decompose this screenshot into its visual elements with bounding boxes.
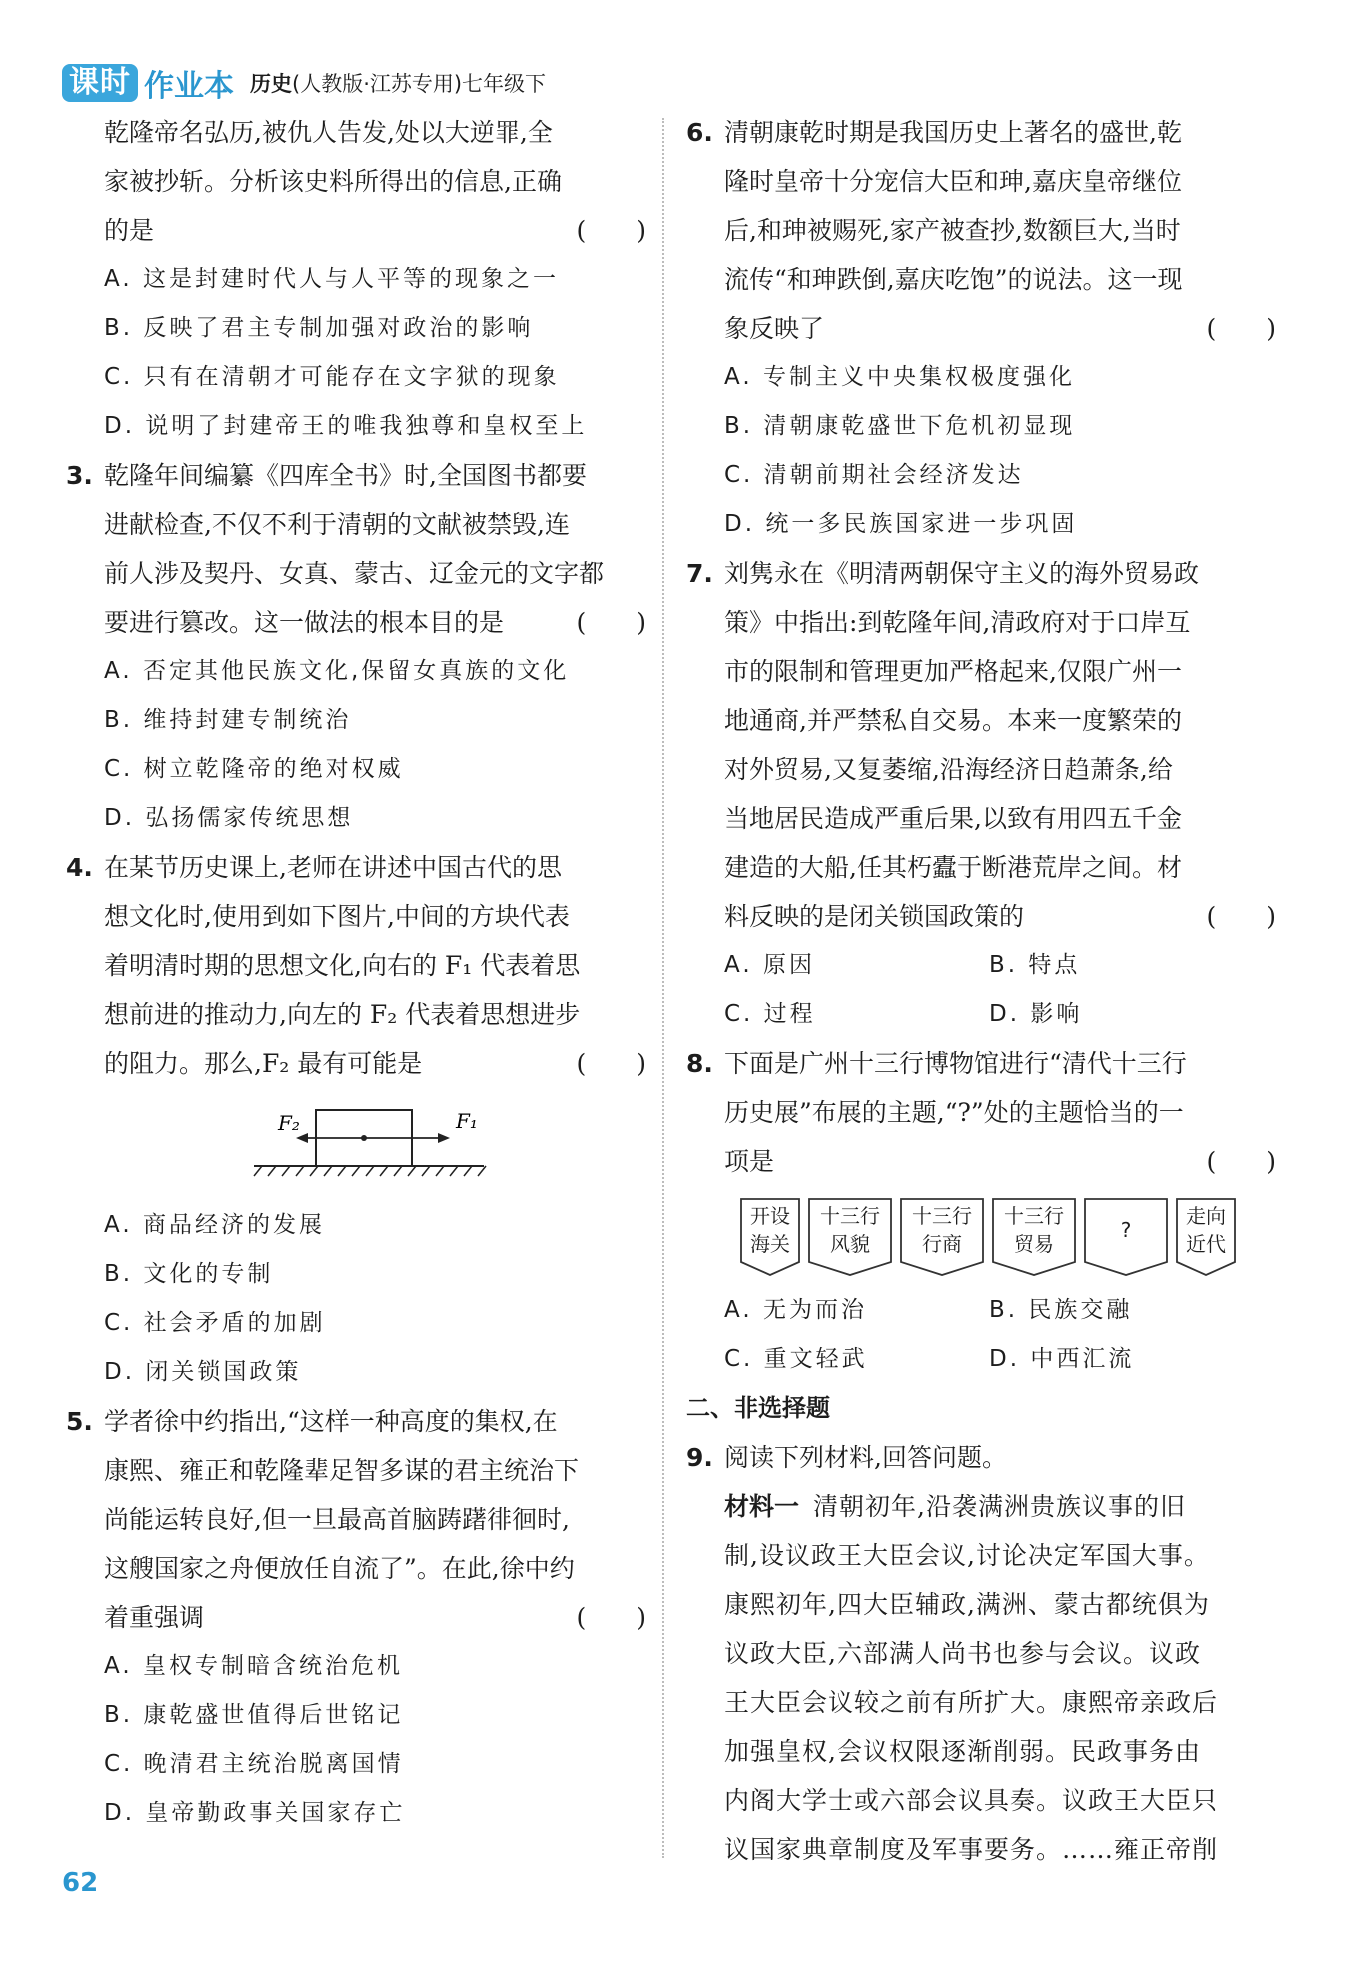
q3-line: 进献检查,不仅不利于清朝的文献被禁毁,连 [104,510,570,539]
q5-option-d: D. 皇帝勤政事关国家存亡 [104,1800,406,1826]
question-6 [686,108,1276,549]
book-info [250,68,546,98]
q5-line: 尚能运转良好,但一旦最高首脑踌躇徘徊时, [104,1505,570,1534]
answer-blank: ( ) [1206,902,1276,931]
q3-line: 要进行篡改。这一做法的根本目的是 ( ) [66,598,646,647]
q2-option-c: C. 只有在清朝才可能存在文字狱的现象 [104,364,560,390]
ground-hatching [254,1166,486,1176]
q6-line: 流传“和珅跌倒,嘉庆吃饱”的说法。这一现 [724,265,1183,294]
q4-line: 的阻力。那么,F₂ 最有可能是 ( ) [66,1039,646,1088]
q5-line: 着重强调 ( ) [66,1593,646,1642]
q3-option-d: D. 弘扬儒家传统思想 [104,805,354,831]
answer-blank: ( ) [576,216,646,245]
material-1-line: 制,设议政王大臣会议,讨论决定军国大事。 [724,1541,1210,1570]
subject-label: 历史 [250,72,292,96]
material-1-line: 康熙初年,四大臣辅政,满洲、蒙古都统俱为 [724,1590,1210,1619]
question-8 [686,1039,1276,1384]
column-divider [662,118,664,1858]
f1-arrowhead [438,1133,450,1143]
section-heading: 二、非选择题 [686,1394,830,1422]
theme-tag: 十三行 风貌 [808,1198,892,1276]
q5-option-b: B. 康乾盛世值得后世铭记 [104,1702,404,1728]
q6-option-d: D. 统一多民族国家进一步巩固 [724,511,1078,537]
question-9 [686,1433,1276,1874]
q7-line: 料反映的是闭关锁国政策的 ( ) [686,892,1276,941]
question-number: 9. [686,1443,713,1472]
q4-option-a: A. 商品经济的发展 [104,1212,325,1238]
q3-line: 前人涉及契丹、女真、蒙古、辽金元的文字都 [104,559,605,588]
q8-options-row-2 [686,1335,1276,1384]
q7-line: 市的限制和管理更加严格起来,仅限广州一 [724,657,1182,686]
answer-blank: ( ) [576,608,646,637]
q8-line: 8. 下面是广州十三行博物馆进行“清代十三行 [686,1039,1276,1088]
q6-option-a: A. 专制主义中央集权极度强化 [724,364,1075,390]
answer-blank: ( ) [1206,1147,1276,1176]
q4-line: 着明清时期的思想文化,向右的 F₁ 代表着思 [104,951,581,980]
q4-line: 4. 在某节历史课上,老师在讲述中国古代的思 [66,843,646,892]
q3-option-b: B. 维持封建专制统治 [104,707,352,733]
material-1-line: 议国家典章制度及军事要务。……雍正帝削 [724,1835,1219,1864]
brand-logo [62,61,234,105]
theme-tag-unknown: ? [1084,1198,1168,1276]
q2-line: 家被抄斩。分析该史料所得出的信息,正确 [104,167,562,196]
page-number: 62 [62,1868,99,1898]
question-number: 8. [686,1049,713,1078]
material-1-line: 加强皇权,会议权限逐渐削弱。民政事务由 [724,1737,1201,1766]
material-label: 材料一 [724,1492,800,1521]
q7-line: 地通商,并严禁私自交易。本来一度繁荣的 [724,706,1182,735]
q4-option-b: B. 文化的专制 [104,1261,274,1287]
q2-option-b: B. 反映了君主专制加强对政治的影响 [104,315,534,341]
q6-line: 后,和珅被赐死,家产被查抄,数额巨大,当时 [724,216,1181,245]
material-1-line: 议政大臣,六部满人尚书也参与会议。议政 [724,1639,1201,1668]
question-3 [66,451,646,843]
right-column [686,108,1276,1874]
q7-line: 7. 刘隽永在《明清两朝保守主义的海外贸易政 [686,549,1276,598]
q8-option-b: B. 民族交融 [989,1297,1133,1323]
q5-option-c: C. 晚清君主统治脱离国情 [104,1751,404,1777]
question-5 [66,1397,646,1838]
q7-options-row-1 [686,941,1276,990]
page-header [62,62,546,104]
q2-option-a: A. 这是封建时代人与人平等的现象之一 [104,266,559,292]
q9-line: 9. 阅读下列材料,回答问题。 [686,1433,1276,1482]
theme-tag: 十三行 行商 [900,1198,984,1276]
force-diagram-svg [66,1096,646,1201]
q6-line: 6. 清朝康乾时期是我国历史上著名的盛世,乾 [686,108,1276,157]
question-number: 3. [66,461,93,490]
q7-line: 建造的大船,任其朽蠹于断港荒岸之间。材 [724,853,1182,882]
theme-flow [686,1198,1276,1280]
answer-blank: ( ) [576,1603,646,1632]
question-2 [66,108,646,451]
q6-line: 象反映了 ( ) [686,304,1276,353]
q8-line: 历史展”布展的主题,“?”处的主题恰当的一 [724,1098,1184,1127]
theme-tag: 十三行 贸易 [992,1198,1076,1276]
q8-option-c: C. 重文轻武 [724,1346,868,1372]
q8-option-a: A. 无为而治 [724,1297,867,1323]
q6-option-c: C. 清朝前期社会经济发达 [724,462,1024,488]
q5-line: 康熙、雍正和乾隆辈足智多谋的君主统治下 [104,1456,580,1485]
q4-option-d: D. 闭关锁国政策 [104,1359,302,1385]
left-column [66,108,646,1838]
question-number: 6. [686,118,713,147]
q6-line: 隆时皇帝十分宠信大臣和珅,嘉庆皇帝继位 [724,167,1182,196]
theme-tag: 开设 海关 [740,1198,800,1276]
q7-line: 当地居民造成严重后果,以致有用四五千金 [724,804,1182,833]
q2-line: 乾隆帝名弘历,被仇人告发,处以大逆罪,全 [104,118,553,147]
f2-label: F₂ [278,1111,300,1135]
question-number: 5. [66,1407,93,1436]
q3-line: 3. 乾隆年间编纂《四库全书》时,全国图书都要 [66,451,646,500]
q7-line: 策》中指出:到乾隆年间,清政府对于口岸互 [724,608,1191,637]
question-4 [66,843,646,1397]
q4-line: 想文化时,使用到如下图片,中间的方块代表 [104,902,570,931]
q7-option-b: B. 特点 [989,952,1081,978]
q8-line: 项是 ( ) [686,1137,1276,1186]
q2-option-d: D. 说明了封建帝王的唯我独尊和皇权至上 [104,413,588,439]
q3-option-a: A. 否定其他民族文化,保留女真族的文化 [104,658,570,684]
q6-option-b: B. 清朝康乾盛世下危机初显现 [724,413,1076,439]
q5-line: 这艘国家之舟便放任自流了”。在此,徐中约 [104,1554,575,1583]
question-number: 7. [686,559,713,588]
material-1-line: 材料一 清朝初年,沿袭满洲贵族议事的旧 [724,1492,1186,1521]
q7-option-c: C. 过程 [724,1001,816,1027]
edition-label: (人教版·江苏专用)七年级下 [292,72,547,96]
q8-options-row-1 [686,1286,1276,1335]
answer-blank: ( ) [1206,314,1276,343]
theme-tag: 走向 近代 [1176,1198,1236,1276]
q7-options-row-2 [686,990,1276,1039]
q2-line: 的是 ( ) [66,206,646,255]
q3-option-c: C. 树立乾隆帝的绝对权威 [104,756,404,782]
q8-option-d: D. 中西汇流 [989,1346,1135,1372]
question-number: 4. [66,853,93,882]
q7-line: 对外贸易,又复萎缩,沿海经济日趋萧条,给 [724,755,1173,784]
logo-badge: 课时 [62,64,138,102]
q7-option-d: D. 影响 [989,1001,1083,1027]
material-1-line: 内阁大学士或六部会议具奏。议政王大臣只 [724,1786,1219,1815]
force-diagram [66,1096,646,1201]
q7-option-a: A. 原因 [724,952,815,978]
material-1-line: 王大臣会议较之前有所扩大。康熙帝亲政后 [724,1688,1219,1717]
f1-label: F₁ [456,1109,478,1133]
logo-text: 作业本 [144,69,234,104]
question-7 [686,549,1276,1039]
q5-line: 5. 学者徐中约指出,“这样一种高度的集权,在 [66,1397,646,1446]
answer-blank: ( ) [576,1049,646,1078]
q4-option-c: C. 社会矛盾的加剧 [104,1310,326,1336]
q5-option-a: A. 皇权专制暗含统治危机 [104,1653,403,1679]
q4-line: 想前进的推动力,向左的 F₂ 代表着思想进步 [104,1000,581,1029]
